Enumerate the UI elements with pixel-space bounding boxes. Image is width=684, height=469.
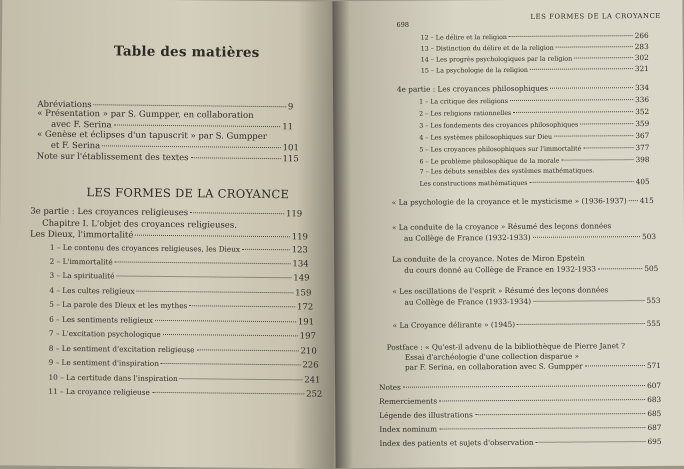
toc-entry (379, 409, 661, 420)
toc-entry (49, 315, 314, 328)
entry-title: 12 – Le délire et la religion (420, 34, 507, 42)
part-heading (30, 207, 302, 220)
entry-title: 4 – Les cultes religieux (49, 285, 135, 296)
toc-entry (49, 271, 309, 284)
toc-entry (49, 358, 319, 371)
toc-entry (49, 300, 313, 313)
entry-page: 683 (647, 394, 662, 405)
entry-title-line: au Collège de France (1933-1934) (404, 296, 532, 307)
toc-entry (404, 264, 658, 275)
entry-title: 6 – Les sentiments religieux (49, 314, 153, 325)
entry-page: 503 (642, 231, 657, 242)
entry-page: 352 (635, 107, 650, 117)
entry-page: 101 (282, 143, 299, 154)
entry-title: 3e partie : Les croyances religieuses (30, 206, 189, 219)
entry-page: 119 (291, 232, 309, 243)
entry-title: 5 – La parole des Dieux et les mythes (49, 299, 188, 311)
entry-page: 321 (634, 64, 649, 74)
entry-title-line: « Les oscillations de l'esprit » Résumé des leçons données (392, 285, 609, 296)
entry-page: 266 (634, 31, 649, 41)
toc-entry (379, 437, 661, 448)
toc-entry (419, 95, 649, 106)
entry-title: 2 – Les religions rationnelles (419, 109, 512, 118)
toc-entry (49, 329, 316, 342)
entry-title: Index nominum (379, 424, 438, 434)
entry-title: 7 – L'excitation psychologique (48, 328, 161, 339)
toc-entry (48, 387, 322, 400)
right-page (332, 0, 684, 468)
entry-page: 119 (285, 209, 303, 220)
entry-title: Note sur l'établissement des textes (36, 151, 189, 164)
toc-entry (404, 232, 656, 243)
entry-title: 1 – La critique des religions (419, 98, 508, 106)
toc-entry (392, 196, 654, 207)
entry-title: 15 – La psychologie de la religion (420, 66, 528, 75)
entry-title: Remerciements (379, 396, 438, 406)
toc-entry (421, 53, 649, 64)
entry-page: 415 (639, 195, 654, 206)
entry-page: 191 (297, 317, 315, 328)
entry-page: 685 (647, 408, 662, 419)
entry-title: Légende des illustrations (379, 410, 473, 420)
entry-title: 6 – Le problème philosophique de la morale (419, 157, 560, 166)
entry-page: 159 (295, 288, 312, 299)
entry-title: 1 – Le contenu des croyances religieuses, les Dieux (49, 242, 241, 254)
toc-entry (50, 257, 309, 270)
entry-title-line: Postface : « Qu'est-il advenu de la bibliothèque de Pierre Janet ? (386, 341, 626, 352)
entry-title: 14 – Les progrès psychologiques par la religion (420, 55, 573, 64)
entry-page: 302 (634, 53, 649, 63)
entry-page: 149 (293, 273, 310, 284)
entry-title-line: Les constructions mathématiques (419, 179, 528, 188)
entry-page: 252 (306, 389, 323, 400)
entry-title: 3 – Les fondements des croyances philosophiques (419, 121, 579, 130)
entry-title: « La Croyance délirante » (1945) (392, 319, 516, 330)
chapter-line: Les Dieux, l'immortalité (29, 229, 134, 241)
entry-page: 115 (282, 154, 299, 165)
entry-title: 3 – La spiritualité (49, 270, 115, 281)
entry-page: 336 (635, 95, 650, 105)
toc-entry (50, 243, 308, 256)
toc-entry (421, 42, 649, 53)
entry-title: 10 – La certitude dans l'inspiration (48, 372, 178, 384)
entry-title-line: et F. Serina (50, 140, 101, 152)
toc-entry (379, 423, 661, 434)
entry-page: 405 (635, 177, 650, 187)
entry-page: 11 (282, 122, 294, 133)
toc-entry (419, 107, 649, 118)
left-page (0, 0, 338, 469)
entry-title-line: La conduite de la croyance. Notes de Miron Epstein (392, 253, 585, 264)
entry-page: 687 (647, 422, 662, 433)
entry-title: 5 – Les croyances philosophiques sur l'immortalité (419, 145, 582, 154)
entry-page: 334 (635, 83, 650, 93)
entry-title: 11 – La croyance religieuse (48, 386, 150, 397)
entry-page: 607 (647, 380, 662, 391)
entry-page: 123 (291, 245, 308, 256)
toc-entry (49, 344, 317, 357)
entry-page: 226 (302, 360, 319, 371)
entry-page: 134 (292, 259, 309, 270)
running-head: LES FORMES DE LA CROYANCE (530, 11, 661, 21)
entry-title: Notes (379, 382, 401, 392)
toc-entry (379, 381, 661, 392)
entry-page: 283 (634, 42, 649, 52)
entry-title-line: avec F. Serina (51, 119, 112, 131)
entry-page: 172 (296, 302, 314, 313)
entry-title-line: du cours donné au Collège de France en 1932-1933 (404, 264, 597, 275)
toc-entry (419, 119, 649, 130)
toc-entry (393, 319, 661, 330)
entry-title: 13 – Distinction du délire et de la religion (420, 44, 554, 53)
entry-title: Index des patients et sujets d'observation (379, 437, 534, 448)
entry-title-line: au Collège de France (1932-1933) (403, 232, 531, 243)
entry-title-line: 7 – Les débuts sensibles des systèmes mathématiques. (419, 167, 595, 176)
toc-entry (49, 286, 311, 299)
toc-entry (37, 152, 299, 165)
entry-title-line: Essai d'archéologie d'une collection disparue » (404, 351, 580, 362)
entry-page: 377 (635, 143, 650, 153)
toc-entry (48, 373, 320, 386)
entry-page: 197 (299, 331, 316, 342)
toc-entry (419, 155, 649, 166)
entry-page: 398 (635, 155, 650, 165)
entry-title: 8 – Le sentiment d'excitation religieuse (48, 343, 195, 355)
entry-page: 553 (646, 295, 661, 306)
chapter-line: Chapitre I. L'objet des croyances religieuses. (42, 218, 237, 231)
entry-page: 367 (635, 131, 650, 141)
entry-title: 2 – L'immortalité (49, 256, 113, 267)
entry-page: 555 (646, 318, 661, 329)
toc-entry (419, 143, 649, 154)
toc-entry (30, 230, 308, 243)
page-title: Table des matières (113, 43, 260, 61)
toc-entry (405, 361, 661, 372)
entry-page: 359 (635, 119, 650, 129)
section-heading: LES FORMES DE LA CROYANCE (86, 185, 290, 202)
entry-title: « La psychologie de la croyance et le mysticisme » (1936-1937) (391, 196, 627, 207)
entry-title-line: « La conduite de la croyance » Résumé des leçons données (391, 221, 612, 232)
entry-title: 4e partie : Les croyances philosophiques (396, 83, 549, 94)
toc-entry (404, 296, 660, 307)
entry-title: 9 – Le sentiment d'inspiration (48, 357, 159, 368)
part-heading (397, 83, 649, 94)
entry-title: 4 – Les systèmes philosophiques sur Dieu (419, 133, 553, 142)
entry-page: 9 (287, 102, 294, 113)
entry-page: 210 (300, 346, 317, 357)
entry-title-line: « Genèse et éclipses d'un tapuscrit » par S. Gumpper (36, 129, 267, 143)
toc-entry (421, 31, 649, 42)
toc-entry (419, 131, 649, 142)
entry-page: 241 (304, 375, 321, 386)
toc-entry (421, 64, 649, 75)
entry-title-line: « Présentation » par S. Gumpper, en collaboration (37, 108, 254, 121)
entry-page: 505 (644, 263, 659, 274)
toc-entry (420, 177, 650, 188)
toc-entry (379, 395, 661, 406)
entry-page: 571 (646, 360, 661, 371)
entry-page: 695 (647, 436, 662, 447)
page-number: 698 (396, 20, 409, 29)
entry-title-line: par F. Serina, en collaboration avec S. Gumpper (404, 361, 583, 372)
entry-title: Abréviations (37, 99, 92, 111)
